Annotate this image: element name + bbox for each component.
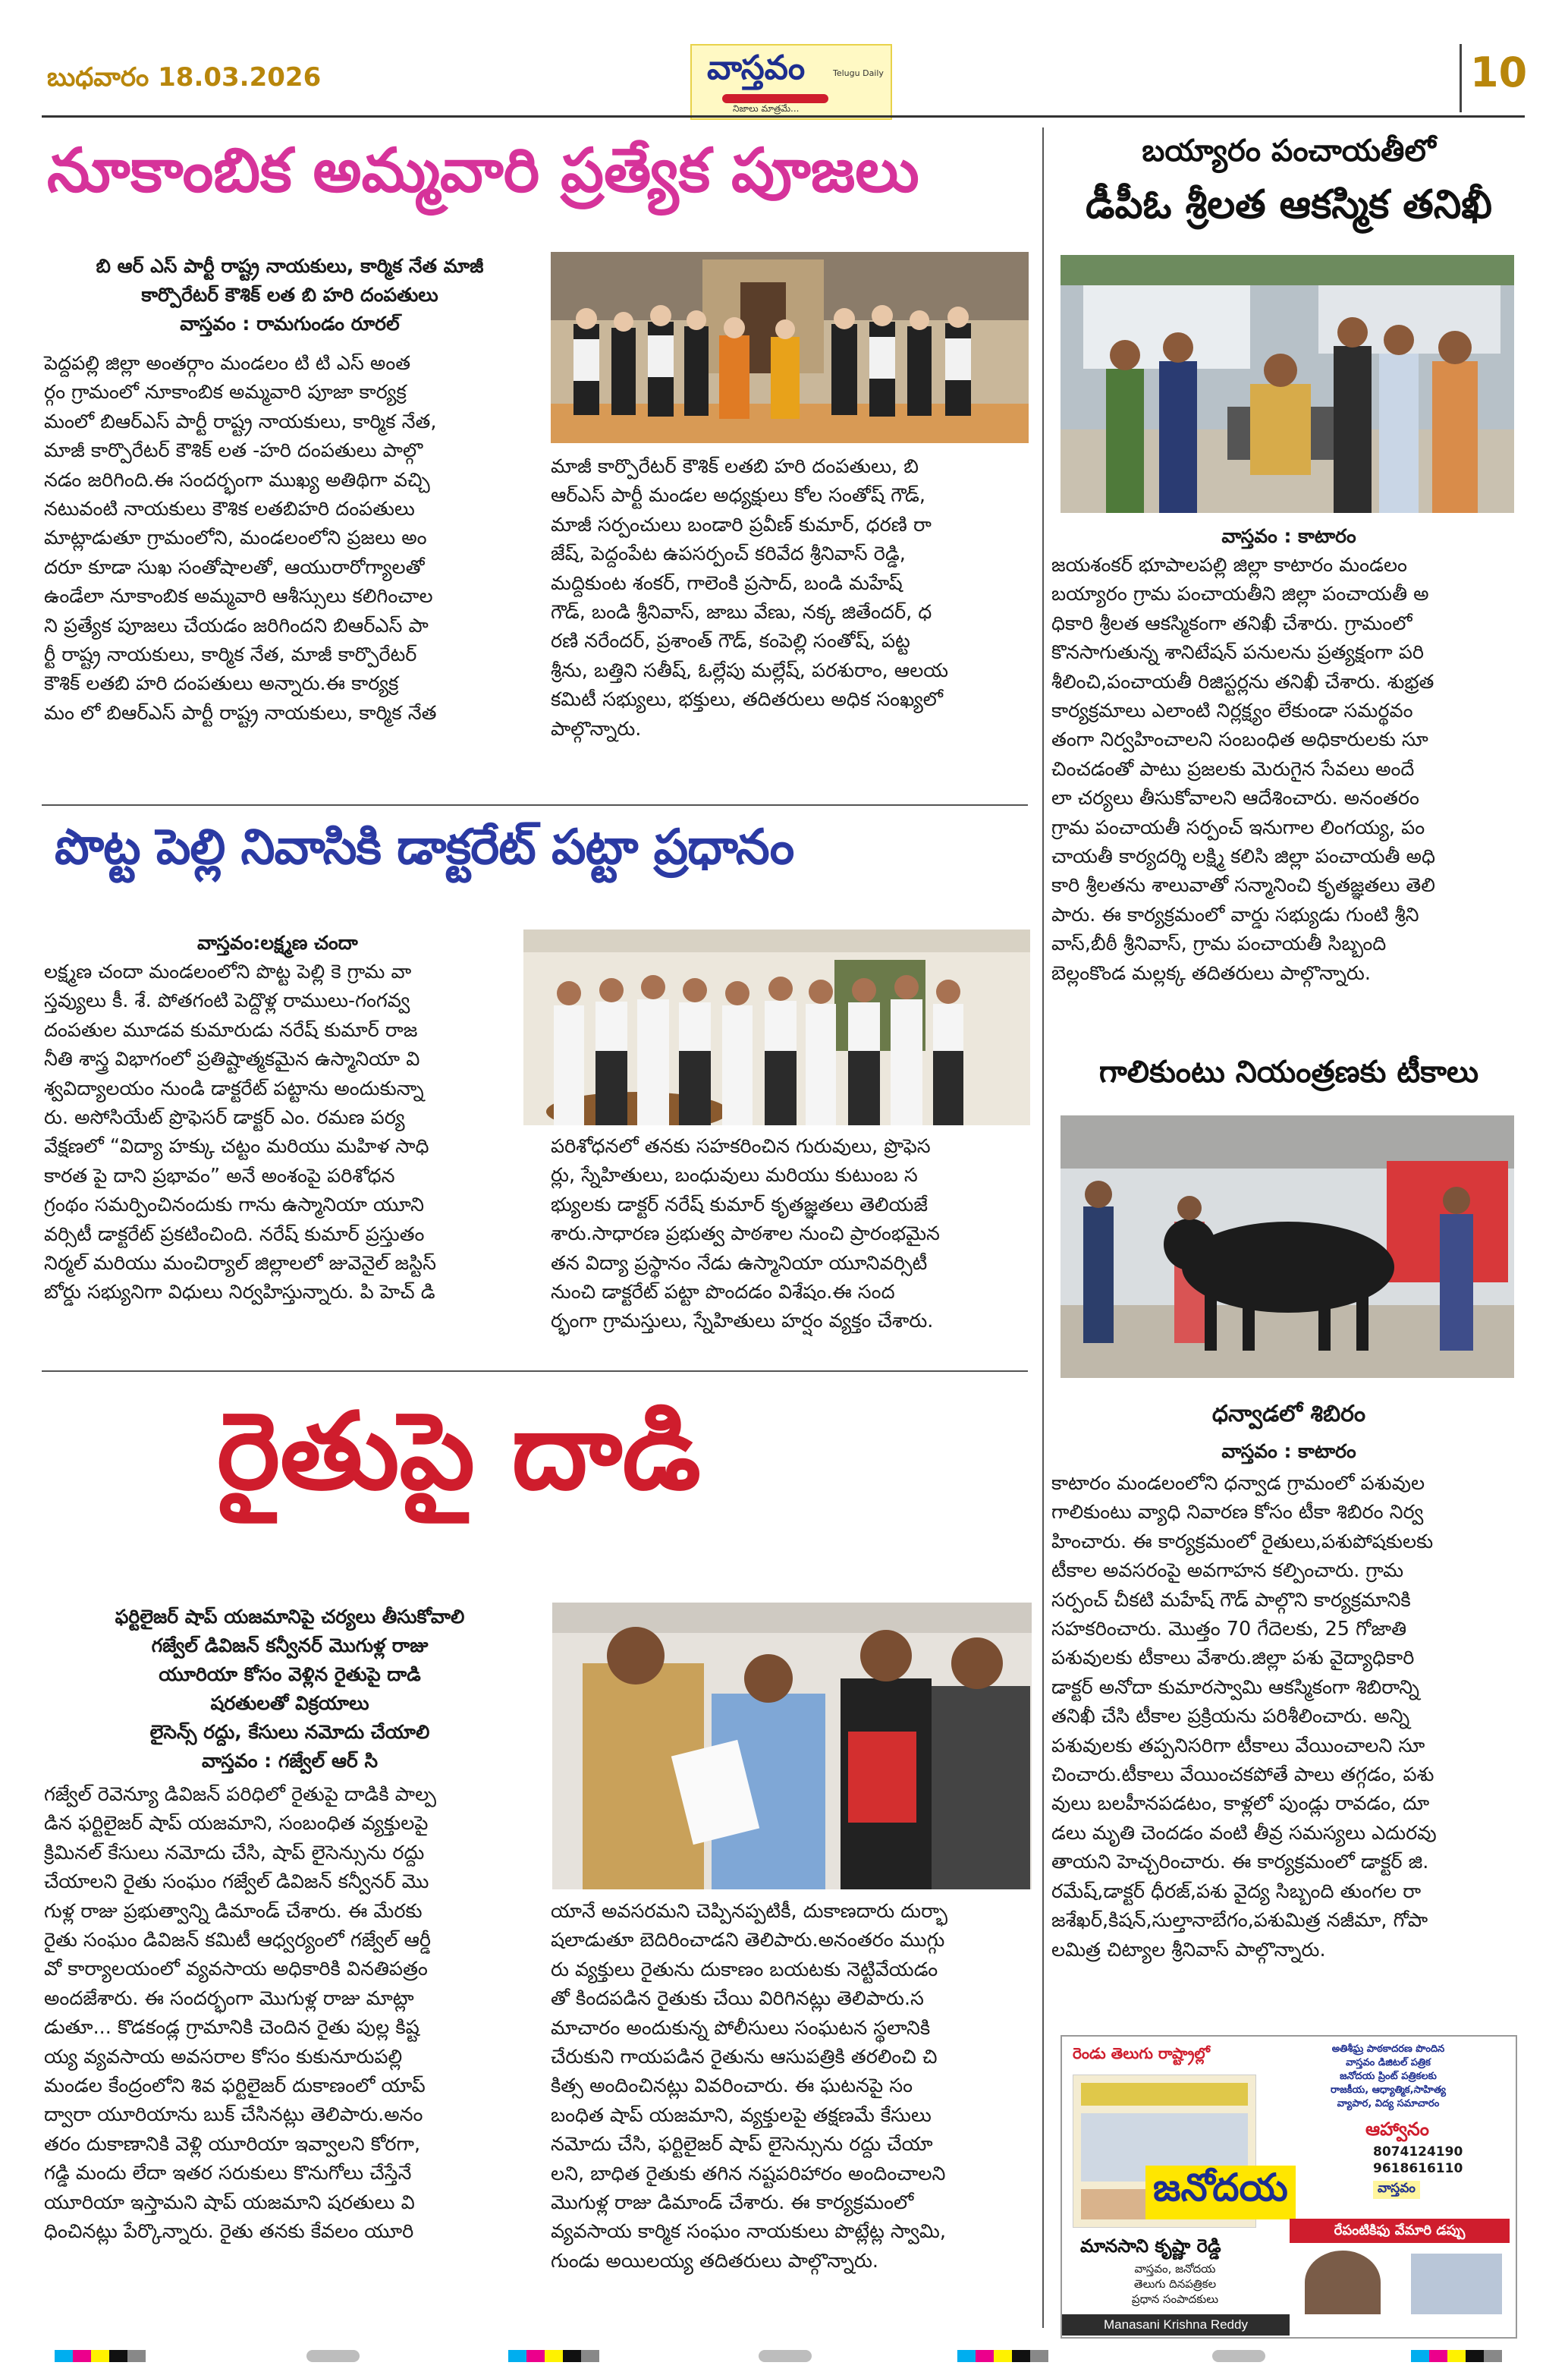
article3-line: అందజేశారు. ఈ సందర్భంగా మొగుళ్ల రాజు మాట్లా [44, 1987, 414, 2010]
article3-line: క్రిమినల్ కేసులు నమోదు చేసి, షాప్ లైసెన్సును రద్దు [44, 1841, 425, 1864]
article4-line: ధికారి శ్రీలత ఆకస్మికంగా తనిఖీ చేశారు. గ్రామంలో [1051, 612, 1412, 635]
article2-line: రు. అసోసియేట్ ప్రొఫెసర్ డాక్టర్ ఎం. రమణ పర్య [44, 1106, 405, 1130]
article2-body [44, 958, 511, 1307]
article5-line: తాయని హెచ్చరించారు. ఈ కార్యక్రమంలో డాక్టర్ జి. [1051, 1851, 1429, 1874]
article1-line: పెద్దపల్లి జిల్లా అంతర్గాం మండలం టి టి ఎస్ అంత [44, 352, 411, 375]
article3-cont-line: లని, బాధిత రైతుకు తగిన నష్టపరిహారం అందించాలని [551, 2162, 946, 2185]
article3-subhead-line: లైసెన్స్ రద్దు, కేసులు నమోదు చేయాలి [149, 1721, 430, 1743]
article3-headline: రైతుపై దాడి [217, 1390, 701, 1514]
registration-bar [1411, 2350, 1525, 2362]
article1-cont-line: కమిటీ సభ్యులు, భక్తులు, తదితరులు అధిక సంఖ్యలో [551, 688, 943, 712]
article1-line: మంలో బిఆర్ఎస్ పార్టీ రాష్ట్ర నాయకులు, కార్మిక నేత, [44, 410, 437, 433]
article1-subhead [47, 252, 533, 338]
article2-cont-line: నుంచి డాక్టరేట్ పట్టా పొందడం విశేషం.ఈ సంద [551, 1281, 895, 1304]
ad-footer-name: Manasani Krishna Reddy [1062, 2314, 1290, 2336]
article1-line: మం లో బిఆర్ఎస్ పార్టీ రాష్ట్ర నాయకులు, కార్మిక నేత [44, 701, 437, 725]
article5-line: సర్పంచ్ చీకటి మహేష్ గౌడ్ పాల్గొని కార్యక్రమానికి [1051, 1588, 1411, 1612]
article5-line: పశువులకు టీకాలు వేశారు.జిల్లా పశు వైద్యాధికారి [1051, 1647, 1415, 1670]
article5-line: డలు మృతి చెందడం వంటి తీవ్ర సమస్యలు ఎదురవు [1051, 1821, 1437, 1845]
article4-line: చించడంతో పాటు ప్రజలకు మెరుగైన సేవలు అందే [1051, 757, 1415, 781]
article2-photo [523, 930, 1030, 1125]
article1-headline: నూకాంబిక అమ్మవారి ప్రత్యేక పూజలు [47, 135, 919, 206]
article3-line: రైతు సంఘం డివిజన్ కమిటీ ఆధ్వర్యంలో గజ్వేల్ ఆర్డీ [44, 1929, 432, 1952]
ad-tagline: రాజకీయ, ఆధ్యాత్మిక,సాహిత్య [1331, 2084, 1446, 2096]
article4-line: చాయతీ కార్యదర్శి లక్ష్మి కలిసి జిల్లా పంచాయతీ అధి [1051, 845, 1436, 869]
article5-line: జశేఖర్,కిషన్,సుల్తానాబేగం,పశుమిత్ర నజీమా, గోపా [1051, 1909, 1428, 1933]
logo-side-text: Telugu Daily [833, 68, 884, 78]
article2-cont-line: శారు.సాధారణ ప్రభుత్వ పాఠశాల నుంచి ప్రారంభమైన [551, 1222, 940, 1246]
article1-cont-line: ఆర్ఎస్ పార్టీ మండల అధ్యక్షులు కోల సంతోష్ గౌడ్, [551, 484, 925, 508]
article1-cont-line: మాజీ కార్పొరేటర్ కౌశిక్ లతబి హరి దంపతులు, బి [551, 455, 919, 478]
ad-role-line: వాస్తవం, జనోదయ [1134, 2262, 1216, 2276]
article4-line: కారి శ్రీలతను శాలువాతో సన్మానించి కృతజ్ఞతలు తెలి [1051, 874, 1435, 898]
registration-bar [55, 2350, 168, 2362]
article4-line: బెల్లంకొండ మల్లక్క తదితరులు పాల్గొన్నారు. [1051, 961, 1371, 985]
ad-role-line: తెలుగు దినపత్రికల [1133, 2277, 1217, 2291]
article3-cont-line: చేరుకుని గాయపడిన రైతును ఆసుపత్రికి తరలించి చి [551, 2046, 938, 2069]
article4-line: లా చర్యలు తీసుకోవాలని ఆదేశించారు. అనంతరం [1051, 787, 1419, 810]
article3-line: గజ్వేల్ రెవెన్యూ డివిజన్ పరిధిలో రైతుపై దాడికి పాల్ప [44, 1783, 437, 1806]
article3-line: గడ్డి మందు లేదా ఇతర సరుకులు కొనుగోలు చేస్తేనే [44, 2162, 412, 2185]
ad-phone-1: 8074124190 [1373, 2144, 1463, 2160]
article3-subhead-line: యూరియా కోసం వెళ్లిన రైతుపై దాడి [159, 1663, 421, 1685]
article5-line: డాక్టర్ అనోదా కుమారస్వామి ఆకస్మికంగా శిబిరాన్ని [1051, 1675, 1419, 1699]
article5-line: పశువులకు తప్పనిసరిగా టీకాలు వేయించాలని సూ [1051, 1734, 1425, 1757]
registration-bar [957, 2350, 1071, 2362]
article5-line: చించారు.టీకాలు వేయించకపోతే పాలు తగ్గడం, పశు [1051, 1763, 1434, 1787]
article1-line: మాజీ కార్పొరేటర్ కౌశిక్ లత -హరి దంపతులు పాల్గొ [44, 439, 423, 463]
article2-headline: పొట్ట పెల్లి నివాసికి డాక్టరేట్ పట్టా ప్రధానం [55, 819, 794, 876]
article3-subhead-line: ఫర్టిలైజర్ షాప్ యజమానిపై చర్యలు తీసుకోవాలి [115, 1606, 465, 1628]
article3-cont-line: వ్యవసాయ కార్మిక సంఘం నాయకులు పొట్లేట్ల స్వామి, [551, 2220, 946, 2244]
article5-line: సహకరించారు. మొత్తం 70 గేదెలకు, 25 గోజాతి [1051, 1618, 1407, 1641]
article3-credit: వాస్తవం : గజ్వేల్ ఆర్ సి [202, 1750, 378, 1772]
article4-line: వాస్,బీఠీ శ్రీనివాస్, గ్రామ పంచాయతీ సిబ్బంది [1051, 933, 1387, 956]
article3-line: యూరియా ఇస్తామని షాప్ యజమాని షరతులు వి [44, 2191, 415, 2214]
logo-tagline: నిజాలు మాత్రమే... [733, 103, 800, 114]
article4-line: పారు. ఈ కార్యక్రమంలో వార్డు సభ్యుడు గుంటి శ్రీని [1051, 903, 1419, 926]
article5-line: కాటారం మండలంలోని ధన్వాడ గ్రామంలో పశువుల [1051, 1472, 1425, 1495]
masthead-logo [690, 44, 892, 120]
article2-cont-line: తన విద్యా ప్రస్థానం నేడు ఉస్మానియా యూనివర్సిటీ [551, 1251, 928, 1275]
article2-line: వర్సిటీ డాక్టరేట్ ప్రకటించింది. నరేష్ కుమార్ ప్రస్తుతం [44, 1222, 425, 1246]
ad-editor-role [1080, 2261, 1270, 2307]
article1-cont-line: గౌడ్, బండి శ్రీనివాస్, జాబు వేణు, నక్క జితేందర్, ధ [551, 601, 932, 624]
ad-janodaya-logo: జనోదయ [1145, 2166, 1296, 2219]
article3-line: తరం దుకాణానికి వెళ్లి యూరియా ఇవ్వాలని కోరగా, [44, 2132, 421, 2156]
article3-line: డిన ఫర్టిలైజర్ షాప్ యజమాని, సంబంధిత వ్యక్తులపై [44, 1812, 429, 1836]
article2-continued [551, 1132, 1030, 1336]
ad-role-line: ప్రధాన సంపాదకులు [1131, 2292, 1219, 2306]
article1-credit: వాస్తవం : రామగుండం రూరల్ [180, 313, 400, 335]
masthead-date: బుధవారం 18.03.2026 [47, 62, 322, 93]
article4-headline-line2: డీపీఓ శ్రీలత ఆకస్మిక తనిఖీ [1086, 182, 1492, 228]
article2-cont-line: భ్యులకు డాక్టర్ నరేష్ కుమార్ కృతజ్ఞతలు తెలియజే [551, 1193, 929, 1216]
article5-line: రమేష్,డాక్టర్ ధీరజ్,పశు వైద్య సిబ్బంది తుంగల రా [1051, 1880, 1422, 1903]
article1-body [44, 349, 537, 728]
ad-tagline: వ్యాపార, విద్య సమాచారం [1337, 2098, 1440, 2109]
article1-continued [551, 452, 1029, 744]
article1-line: నటువంటి నాయకులు కౌశిక లతబిహరి దంపతులు [44, 498, 415, 521]
article1-line: ఉండేలా నూకాంబిక అమ్మవారి ఆశీస్సులు కలిగించాల [44, 585, 433, 609]
article5-photo [1061, 1115, 1514, 1378]
article4-line: బయ్యారం గ్రామ పంచాయతీని జిల్లా పంచాయతీ అ [1051, 583, 1429, 606]
article4-line: జయశంకర్ భూపాలపల్లి జిల్లా కాటారం మండలం [1051, 554, 1407, 577]
article2-cont-line: ర్లు, స్నేహితులు, బంధువులు మరియు కుటుంబ స [551, 1164, 918, 1188]
article4-credit: వాస్తవం : కాటారం [1221, 525, 1356, 547]
article3-cont-line: బంధిత షాప్ యజమాని, వ్యక్తులపై తక్షణమే కేసులు [551, 2103, 932, 2127]
logo-pen-icon [722, 94, 828, 103]
article5-line: లమిత్ర చిట్యాల శ్రీనివాస్ పాల్గొన్నారు. [1051, 1938, 1326, 1961]
article1-cont-line: పాల్గొన్నారు. [551, 717, 642, 741]
article1-subhead-line: బి ఆర్ ఎస్ పార్టీ రాష్ట్ర నాయకులు, కార్మిక నేత మాజీ [96, 255, 484, 277]
masthead-rule [42, 115, 1525, 118]
ad-editor-name: మానసాని కృష్ణా రెడ్డి [1080, 2235, 1221, 2257]
article3-cont-line: షలాడుతూ బెదిరించాడని తెలిపారు.అనంతరం ముగ్గు [551, 1929, 945, 1952]
article3-cont-line: మాచారం అందుకున్న పోలీసులు సంఘటన స్థలానికి [551, 2016, 931, 2040]
article4-line: శీలించి,పంచాయతీ రిజిస్టర్లను తనిఖీ చేశారు. శుభ్రత [1051, 670, 1434, 694]
article4-line: కార్యక్రమాలు ఎలాంటి నిర్లక్ష్యం లేకుండా సమర్థవం [1051, 700, 1413, 723]
registration-bar [508, 2350, 622, 2362]
article2-divider [42, 1370, 1028, 1372]
ad-tagline: జనోదయ ప్రింట్ పత్రికలకు [1340, 2071, 1437, 2082]
ad-banner: రేపంటికిఫు వేమారి డప్పు [1290, 2219, 1510, 2243]
article3-subhead-line: షరతులతో విక్రయాలు [210, 1692, 369, 1714]
article5-line: టీకాల అవసరంపై అవగాహన కల్పించారు. గ్రామ [1051, 1559, 1404, 1583]
article3-line: వో కార్యాలయంలో వ్యవసాయ అధికారికి వినతిపత్రం [44, 1958, 428, 1981]
ad-top-left: రెండు తెలుగు రాష్ట్రాల్లో [1073, 2044, 1211, 2062]
article3-cont-line: తో కిందపడిన రైతుకు చేయి విరిగినట్లు తెలిపారు.స [551, 1987, 924, 2011]
ad-top-right [1267, 2043, 1510, 2111]
article1-cont-line: మద్దికుంట శంకర్, గాలెంకి ప్రసాద్, బండి మహేష్ [551, 571, 903, 595]
article3-line: డుతూ... కొడకండ్ల గ్రామానికి చెందిన రైతు పుల్ల కిష్ట [44, 2016, 419, 2040]
ad-tagline: వాస్తవం డిజిటల్ పత్రిక [1346, 2057, 1431, 2068]
article3-line: మండల కేంద్రంలోని శివ ఫర్టిలైజర్ దుకాణంలో యాప్ [44, 2075, 426, 2098]
article2-line: స్తవ్యులు కీ. శే. పోతగంటి పెద్దొళ్ల రాములు-గంగవ్వ [44, 989, 410, 1013]
article1-cont-line: శ్రీను, బత్తిని సతీష్, ఓల్లేపు మల్లేష్, పరశురాం, ఆలయ [551, 659, 949, 682]
article5-headline: గాలికుంటు నియంత్రణకు టీకాలు [1098, 1055, 1479, 1090]
article4-line: గ్రామ పంచాయతీ సర్పంచ్ ఇనుగాల లింగయ్య, పం [1051, 816, 1425, 839]
registration-pill [759, 2350, 812, 2362]
article3-cont-line: కిత్స అందించినట్లు వివరించారు. ఈ ఘటనపై సం [551, 2075, 913, 2098]
article5-line: గాలికుంటు వ్యాధి నివారణ కోసం టీకా శిబిరం నిర్వ [1051, 1501, 1424, 1524]
ad-tagline: అతిశీఘ్ర పాఠకాదరణ పొందిన [1331, 2043, 1445, 2055]
article2-line: గ్రంథం సమర్పించినందుకు గాను ఉస్మానియా యూని [44, 1194, 424, 1217]
article5-line: వులు బలహీనపడటం, కాళ్లలో పుండ్లు రావడం, దూ [1051, 1792, 1430, 1816]
article2-line: వేక్షణలో “విద్యా హక్కు చట్టం మరియు మహిళ సాధి [44, 1135, 429, 1159]
article5-line: తనిఖీ చేసి టీకాల ప్రక్రియను పరిశీలించారు. అన్ని [1051, 1705, 1410, 1729]
article2-line: నీతి శాస్త్ర విభాగంలో ప్రతిష్టాత్మకమైన ఉస్మానియా వి [44, 1048, 420, 1071]
ad-brand: ఆహ్వానం [1365, 2119, 1429, 2140]
article3-cont-line: గుండు అయిలయ్య తదితరులు పాల్గొన్నారు. [551, 2249, 879, 2273]
article4-line: కొనసాగుతున్న శానిటేషన్ పనులను ప్రత్యక్షంగా పరి [1051, 641, 1425, 665]
ad-portrait [1305, 2251, 1381, 2314]
article1-subhead-line: కార్పొరేటర్ కౌశిక్ లత బి హరి దంపతులు [141, 284, 438, 306]
article5-credit: వాస్తవం : కాటారం [1221, 1440, 1356, 1462]
article4-photo [1061, 255, 1514, 513]
article1-photo [551, 252, 1029, 443]
logo-text: వాస్తవం [707, 49, 806, 87]
article1-cont-line: జేష్, పెద్దంపేట ఉపసర్పంచ్ కరివేద శ్రీనివాస్ రెడ్డి, [551, 543, 906, 566]
article3-line: ద్వారా యూరియాను బుక్ చేసినట్లు తెలిపారు.అనం [44, 2103, 423, 2127]
article1-line: ని ప్రత్యేక పూజలు చేయడం జరిగిందని బిఆర్ఎస్ పా [44, 614, 429, 637]
page-number-divider [1460, 44, 1462, 112]
article2-line: లక్ష్మణ చందా మండలంలోని పొట్ట పెల్లి కె గ్రామ వా [44, 961, 412, 983]
article1-line: ర్టీ రాష్ట్ర నాయకులు, కార్మిక నేత, మాజీ కార్పొరేటర్ [44, 643, 417, 667]
article2-cont-line: ర్భంగా గ్రామస్తులు, స్నేహితులు హర్షం వ్యక్తం చేశారు. [551, 1310, 934, 1333]
article3-subhead [47, 1603, 533, 1776]
article4-headline-line1: బయ్యారం పంచాయతీలో [1142, 134, 1436, 168]
article2-line: బోర్డు సభ్యునిగా విధులు నిర్వహిస్తున్నారు. పి హెచ్ డి [44, 1281, 435, 1304]
article1-line: దరూ కూడా సుఖ సంతోషాలతో, ఆయురారోగ్యాలతో [44, 555, 425, 579]
article3-photo [552, 1603, 1032, 1889]
ad-portrait-2 [1411, 2254, 1502, 2314]
registration-pill [1212, 2350, 1265, 2362]
article3-line: గుళ్ల రాజు ప్రభుత్వాన్ని డిమాండ్ చేశారు. ఈ మేరకు [44, 1899, 423, 1923]
article3-cont-line: యానే అవసరమని చెప్పినప్పటికీ, దుకాణదారు దుర్భా [551, 1900, 948, 1923]
right-column-divider [1042, 127, 1044, 2328]
article3-subhead-line: గజ్వేల్ డివిజన్ కన్వీనర్ మొగుళ్ల రాజు [151, 1634, 429, 1656]
article1-cont-line: రణి నరేందర్, ప్రశాంత్ గౌడ్, కంపెల్లి సంతోష్, పట్ట [551, 630, 910, 653]
article1-line: మాట్లాడుతూ గ్రామంలోని, మండలంలోని ప్రజలు అం [44, 527, 427, 550]
article3-continued [551, 1897, 1030, 2276]
article3-line: య్య వ్యవసాయ అవసరాల కోసం కుకునూరుపల్లి [44, 2045, 403, 2068]
article3-body [44, 1780, 536, 2247]
ad-mini-logo: వాస్తవం [1373, 2181, 1420, 2199]
article2-line: శ్వవిద్యాలయం నుండి డాక్టరేట్ పట్టాను అందుకున్నా [44, 1077, 424, 1100]
article3-line: ధించినట్లు పేర్కొన్నారు. రైతు తనకు కేవలం యూరి [44, 2220, 414, 2244]
article2-line: నిర్మల్ మరియు మంచిర్యాల్ జిల్లాలలో జువెనైల్ జస్టిస్ [44, 1252, 436, 1276]
article5-subhead: ధన్వాడలో శిబిరం [1211, 1401, 1366, 1427]
article1-line: కౌశిక్ లతబి హరి దంపతులు అన్నారు.ఈ కార్యక్ర [44, 672, 399, 696]
article5-line: హించారు. ఈ కార్యక్రమంలో రైతులు,పశుపోషకులకు [1051, 1530, 1434, 1553]
article2-line: దంపతుల మూడవ కుమారుడు నరేష్ కుమార్ రాజ [44, 1018, 418, 1042]
article2-cont-line: పరిశోధనలో తనకు సహకరించిన గురువులు, ప్రొఫెస [551, 1135, 931, 1158]
article4-line: తంగా నిర్వహించాలని సంబంధిత అధికారులకు సూ [1051, 728, 1428, 752]
article2-credit: వాస్తవం:లక్ష్మణ చందా [197, 932, 358, 954]
article3-line: చేయాలని రైతు సంఘం గజ్వేల్ డివిజన్ కన్వీనర్ మొ [44, 1870, 429, 1894]
article1-cont-line: మాజీ సర్పంచులు బండారి ప్రవీణ్ కుమార్, ధరణి రా [551, 513, 932, 536]
page-number: 10 [1470, 49, 1528, 96]
article2-line: కారత పై దాని ప్రభావం” అనే అంశంపై పరిశోధన [44, 1164, 395, 1188]
article3-cont-line: రు వ్యక్తులు రైతును దుకాణం బయటకు నెట్టివేయడం [551, 1958, 938, 1981]
registration-pill [306, 2350, 360, 2362]
advertisement [1061, 2035, 1517, 2339]
article1-line: ర్గం గ్రామంలో నూకాంబిక అమ్మవారి పూజా కార్యక్ర [44, 381, 407, 404]
article1-divider [42, 804, 1028, 806]
article4-body [1051, 551, 1526, 988]
article5-body [1051, 1469, 1526, 1964]
ad-phone-2: 9618616110 [1373, 2161, 1463, 2176]
article3-cont-line: మొగుళ్ల రాజు డిమాండ్ చేశారు. ఈ కార్యక్రమంలో [551, 2191, 914, 2215]
article3-cont-line: నమోదు చేసి, ఫర్టిలైజర్ షాప్ లైసెన్సును రద్దు చేయా [551, 2133, 933, 2156]
article1-line: నడం జరిగింది.ఈ సందర్భంగా ముఖ్య అతిథిగా వచ్చి [44, 468, 430, 492]
